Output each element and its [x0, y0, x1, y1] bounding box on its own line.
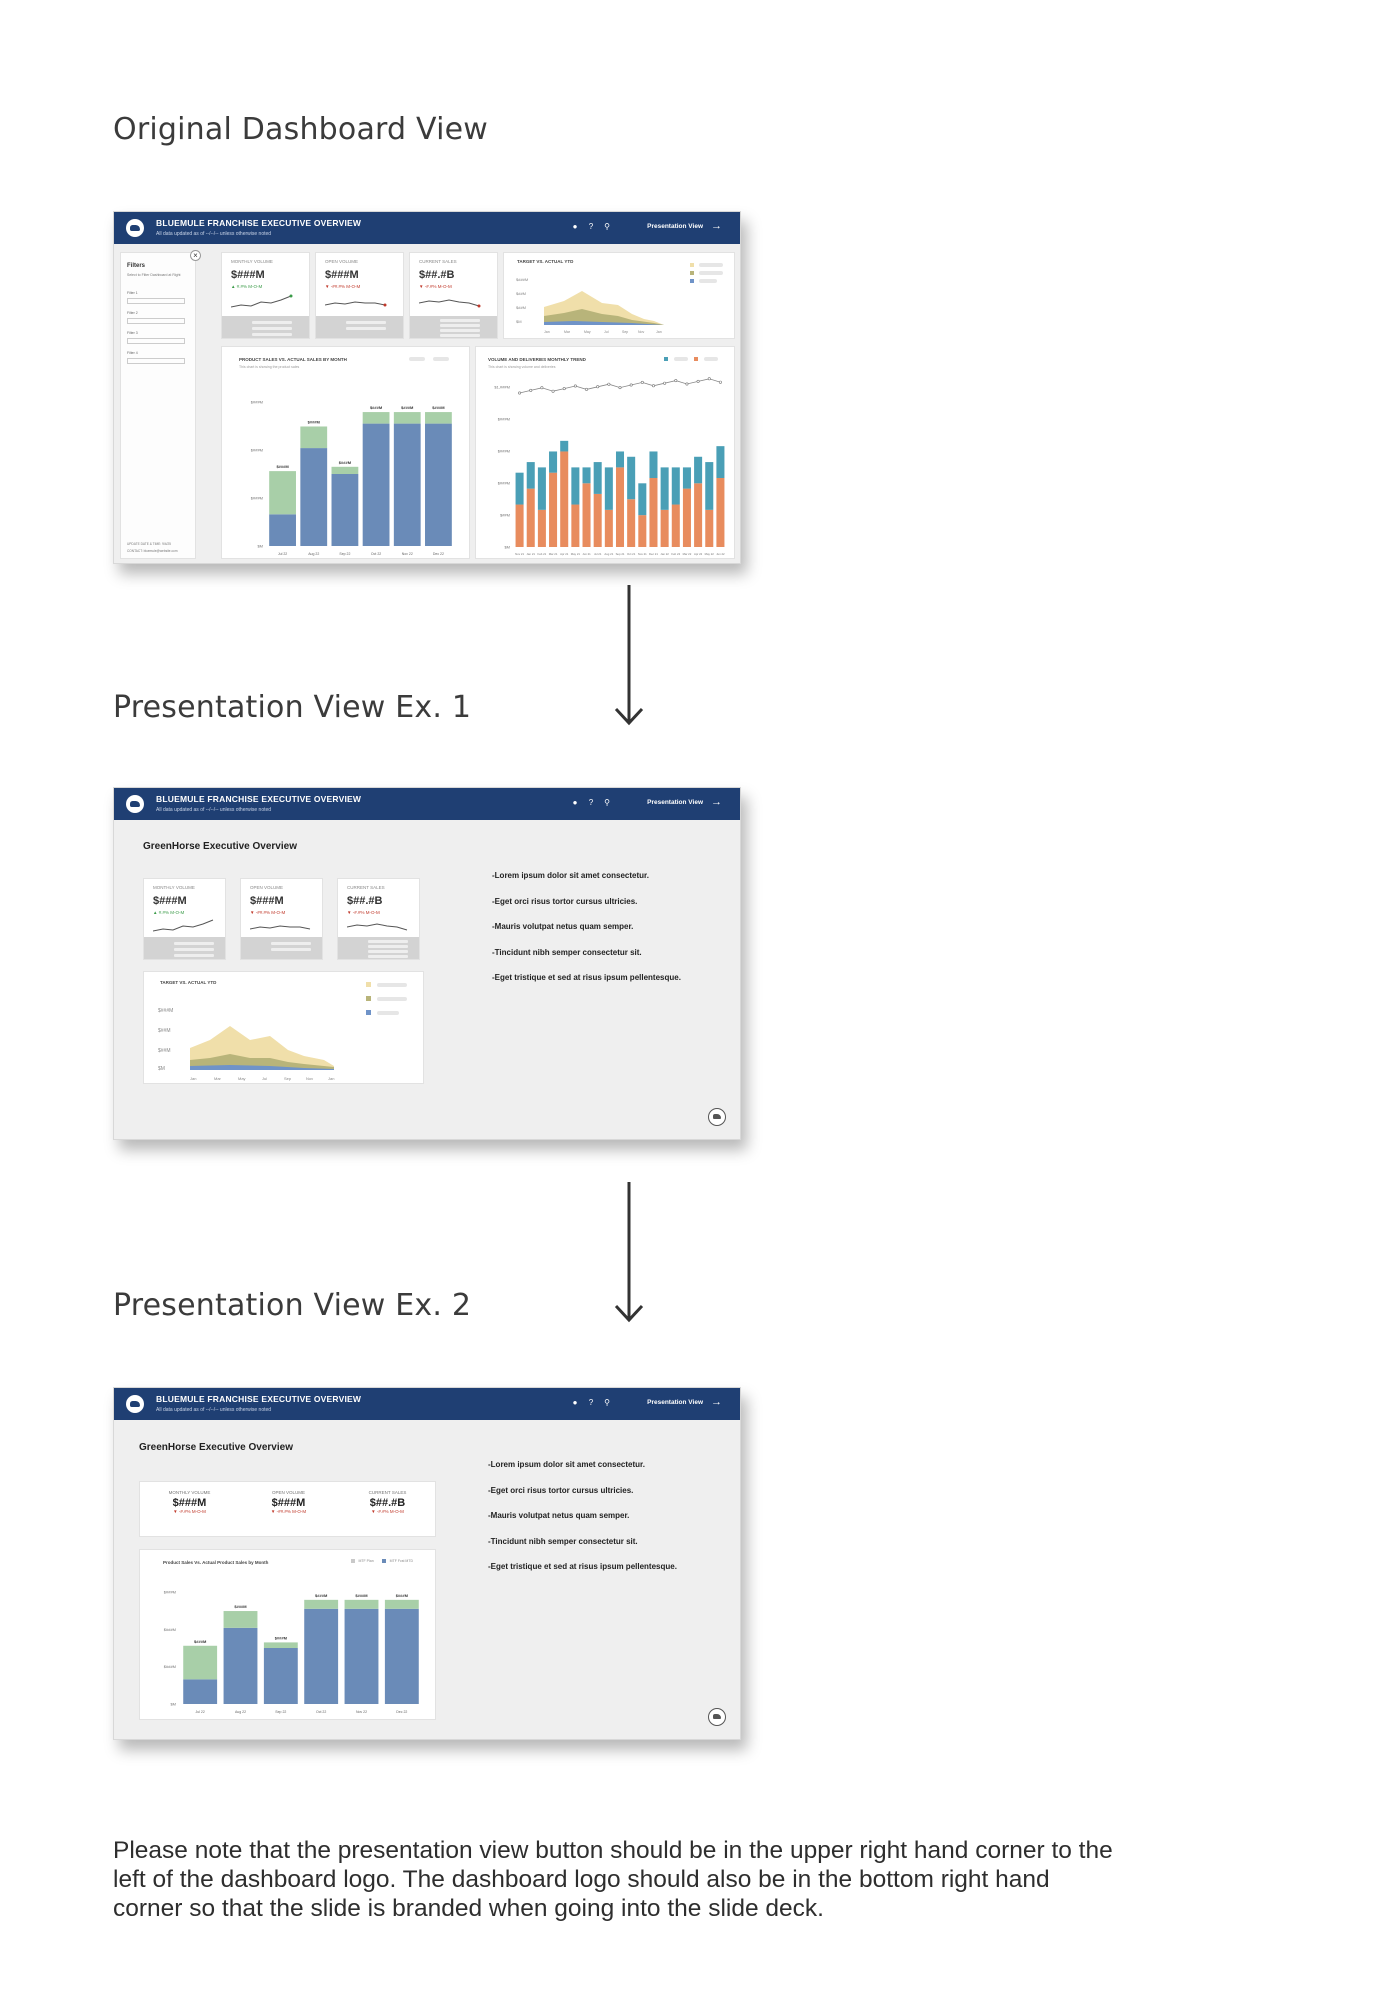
y-tick-label: $M [257, 543, 263, 549]
y-tick-label: $###M [250, 495, 263, 501]
y-tick-label: $M [504, 544, 510, 550]
tick-label: $M [158, 1066, 165, 1072]
y-tick-label: $###M [163, 1664, 176, 1670]
tick-label: $##M [516, 291, 527, 296]
bullet-item: -Mauris volutpat netus quam semper. [488, 1511, 630, 1521]
y-tick-label: $###M [497, 448, 510, 454]
bar-actual [363, 424, 390, 546]
bar-actual [300, 448, 327, 546]
mule-logo-icon [126, 219, 144, 237]
search-icon[interactable]: ⚲ [604, 222, 610, 231]
kpi-delta: ▲ #.#% M-O-M [153, 910, 185, 915]
presentation-ex1-screenshot [113, 787, 741, 1140]
dashboard-title: BLUEMULE FRANCHISE EXECUTIVE OVERVIEW [156, 794, 362, 804]
kpi-value: $###M [231, 269, 265, 281]
kpi-value: $##.#B [369, 1497, 406, 1509]
bar-actual [425, 424, 452, 546]
trend-point [663, 382, 665, 384]
bar-series-b [638, 483, 646, 515]
kpi-card-current-sales [409, 252, 498, 339]
kpi-label: MONTHLY VOLUME [168, 1490, 211, 1495]
arrow-right-icon: → [711, 1396, 722, 1408]
bar-target [345, 1600, 379, 1609]
x-tick-label: Sep 22 [339, 552, 351, 556]
chart-title: VOLUME AND DELIVERIES MONTHLY TREND [488, 357, 586, 362]
x-tick-label: Jan 22 [660, 552, 669, 556]
bar-series-b [594, 462, 602, 494]
kpi-footer [338, 937, 419, 959]
sparkline [325, 293, 387, 311]
trend-point [708, 378, 710, 380]
kpi-label: CURRENT SALES [368, 1490, 407, 1495]
bullet-item: -Lorem ipsum dolor sit amet consectetur. [488, 1460, 645, 1469]
tick-label: Nov [306, 1076, 314, 1081]
trend-line [520, 379, 721, 393]
x-tick-label: May 22 [704, 552, 714, 556]
tick-label: Jan [656, 330, 662, 334]
dashboard-title: BLUEMULE FRANCHISE EXECUTIVE OVERVIEW [156, 1394, 362, 1404]
x-tick-label: Nov 22 [355, 1710, 368, 1714]
bar-data-label: $###M [401, 405, 414, 411]
help-icon[interactable]: ? [588, 1398, 594, 1407]
presentation-view-label: Presentation View [647, 223, 703, 230]
kpi-value: $###M [250, 895, 284, 907]
bullet-item: -Tincidunt nibh semper consectetur sit. [492, 947, 642, 957]
bullet-list [488, 1452, 677, 1580]
kpi-delta: ▼ -#.#% M-O-M [419, 284, 452, 289]
search-icon[interactable]: ⚲ [604, 798, 610, 807]
tick-label: $##M [516, 305, 527, 310]
bar-target [332, 467, 359, 474]
kpi-value: $##.#B [419, 269, 455, 281]
x-tick-label: Nov 21 [515, 552, 525, 556]
bar-target [300, 426, 327, 448]
kpi-footer [241, 937, 322, 959]
y-tick-label: $###M [163, 1626, 176, 1632]
bar-series-b [716, 446, 724, 478]
bar-series-b [605, 467, 613, 509]
sparkline [231, 293, 293, 311]
mule-logo-icon [126, 795, 144, 813]
y-tick-label: $M [170, 1701, 176, 1707]
kpi-card-open-volume [240, 878, 323, 960]
kpi-value: $###M [325, 269, 359, 281]
tick-label: $M [516, 319, 522, 324]
x-tick-label: Oct 22 [316, 1710, 327, 1714]
tick-label: Sep [284, 1076, 292, 1081]
x-tick-label: Apr 21 [560, 552, 569, 556]
bar-data-label: $###M [276, 464, 289, 470]
bar-series-b [627, 457, 635, 499]
y-tick-label: $1,###M [494, 384, 510, 390]
bar-series-a [694, 483, 702, 547]
trend-point [652, 385, 654, 387]
bar-series-b [571, 467, 579, 504]
x-tick-label: Nov 22 [401, 552, 413, 556]
bar-series-a [571, 505, 579, 547]
bar-chart [222, 347, 471, 560]
info-icon[interactable]: ● [572, 798, 578, 807]
sparkline [347, 917, 409, 935]
presentation-ex2-screenshot [113, 1387, 741, 1740]
dashboard-subtitle: All data updated as of --/--/-- unless otherwise noted [156, 231, 272, 237]
tick-label: $###M [516, 277, 529, 282]
down-arrow-icon [613, 1182, 645, 1324]
bar-data-label: $###M [307, 419, 320, 425]
trend-point [552, 390, 554, 392]
bar-target [304, 1600, 338, 1609]
filter-dropdown[interactable] [127, 298, 185, 304]
chart-subtitle: This chart is showing the product sales [239, 365, 300, 369]
kpi-label: CURRENT SALES [347, 885, 385, 890]
chart-title: Product Sales Vs. Actual Product Sales by Month [163, 1560, 269, 1565]
kpi-value: $###M [271, 1497, 306, 1509]
bar-series-a [516, 505, 524, 547]
slide-title: GreenHorse Executive Overview [143, 841, 297, 852]
kpi-delta: ▲ #.#% M-O-M [231, 284, 263, 289]
filter-label: Filter 2 [127, 311, 138, 315]
chart-subtitle: This chart is showing volume and deliveries [488, 365, 556, 369]
kpi-strip [139, 1481, 436, 1537]
y-tick-label: $###M [163, 1589, 176, 1595]
trend-point [719, 381, 721, 383]
info-icon[interactable]: ● [572, 1398, 578, 1407]
filter-label: Filter 4 [127, 351, 138, 355]
bar-series-b [616, 451, 624, 467]
bar-series-a [583, 483, 591, 547]
mule-logo-icon [708, 1108, 726, 1126]
dashboard-header [114, 212, 740, 244]
trend-point [563, 387, 565, 389]
tick-label: $##M [158, 1048, 171, 1054]
x-tick-label: Sep 21 [615, 552, 625, 556]
section-title-ex2: Presentation View Ex. 2 [113, 1288, 472, 1323]
bar-data-label: $###M [369, 405, 383, 411]
tick-label: Jan [190, 1076, 197, 1081]
x-tick-label: Mar 22 [682, 552, 692, 556]
presentation-view-button[interactable] [647, 1398, 722, 1407]
down-arrow-icon [613, 585, 645, 727]
kpi-value: $##.#B [347, 895, 383, 907]
bar-chart [140, 1550, 437, 1721]
x-tick-label: Aug 22 [308, 552, 320, 556]
note-text: Please note that the presentation view button should be in the upper right hand corner to the left of the dashboard logo. The dashboard logo should also be in the bottom right hand corner so that the slide is branded when going into the slide deck. [113, 1837, 1113, 1922]
product-sales-card [139, 1549, 436, 1720]
kpi-value: $###M [172, 1497, 207, 1509]
kpi-open-volume [239, 1490, 338, 1514]
filter-dropdown[interactable] [127, 358, 185, 364]
dashboard-subtitle: All data updated as of --/--/-- unless otherwise noted [156, 807, 272, 813]
product-sales-card [221, 346, 470, 559]
trend-point [675, 379, 677, 381]
bar-target [269, 471, 296, 514]
tick-label: $##M [158, 1028, 171, 1034]
trend-point [697, 380, 699, 382]
bar-actual [183, 1679, 217, 1704]
legend-label: MTF Plan [358, 1559, 374, 1563]
bar-actual [224, 1628, 258, 1704]
kpi-delta: ▼ -#.#% M-O-M [173, 1509, 206, 1514]
filter-dropdown[interactable] [127, 318, 185, 324]
trend-point [574, 385, 576, 387]
bar-series-a [527, 489, 535, 547]
section-title-ex1: Presentation View Ex. 1 [113, 690, 472, 725]
x-tick-label: Dec 22 [396, 1710, 408, 1714]
bullet-item: -Eget tristique et sed at risus ipsum pellentesque. [492, 973, 681, 983]
bar-series-a [716, 478, 724, 547]
trend-point [530, 389, 532, 391]
trend-point [585, 388, 587, 390]
bar-series-a [627, 499, 635, 547]
bar-series-a [683, 489, 691, 547]
arrow-right-icon: → [711, 220, 722, 232]
x-tick-label: Jul 22 [195, 1710, 205, 1714]
bar-data-label: $###M [432, 405, 445, 411]
bar-series-b [705, 462, 713, 510]
bar-series-a [549, 473, 557, 547]
bar-series-b [538, 467, 546, 509]
bullet-item: -Eget orci risus tortor cursus ultricies. [492, 896, 638, 906]
bullet-item: -Lorem ipsum dolor sit amet consectetur. [492, 871, 649, 880]
sparkline [419, 293, 481, 311]
kpi-footer [144, 937, 225, 959]
x-tick-label: Jun 21 [582, 552, 591, 556]
mule-logo-icon [708, 1708, 726, 1726]
bullet-item: -Tincidunt nibh semper consectetur sit. [488, 1536, 638, 1546]
y-tick-label: $###M [250, 399, 263, 405]
tick-label: Mar [214, 1076, 221, 1081]
bullet-list [492, 863, 681, 991]
trend-point [596, 386, 598, 388]
section-title-original: Original Dashboard View [113, 112, 489, 147]
kpi-label: OPEN VOLUME [250, 885, 284, 890]
x-tick-label: Feb 21 [537, 552, 547, 556]
bar-actual [269, 514, 296, 546]
presentation-view-label: Presentation View [647, 799, 703, 806]
chart-title: TARGET VS. ACTUAL YTD [160, 980, 217, 985]
filters-panel [120, 252, 196, 559]
bar-series-a [616, 467, 624, 547]
kpi-card-monthly-volume [143, 878, 226, 960]
kpi-monthly-volume [140, 1490, 239, 1514]
x-tick-label: Sep 22 [275, 1710, 287, 1714]
bar-data-label: $###M [338, 459, 352, 465]
trend-point [630, 384, 632, 386]
help-icon[interactable]: ? [588, 222, 594, 231]
kpi-card-current-sales [337, 878, 420, 960]
x-tick-label: Jul 22 [277, 552, 288, 556]
dashboard-header [114, 788, 740, 820]
x-tick-label: Jan 21 [526, 552, 535, 556]
bar-series-a [560, 451, 568, 547]
tick-label: Sep [622, 330, 629, 334]
x-tick-label: Jun 22 [716, 552, 725, 556]
x-tick-label: Oct 22 [370, 552, 382, 556]
kpi-card-open-volume [315, 252, 404, 339]
tick-label: May [238, 1076, 246, 1081]
kpi-label: MONTHLY VOLUME [231, 259, 273, 264]
sparkline [153, 917, 215, 935]
y-tick-label: $###M [497, 480, 510, 486]
tick-label: Jan [544, 330, 550, 334]
kpi-value: $###M [153, 895, 187, 907]
x-tick-label: Nov 21 [637, 552, 647, 556]
search-icon[interactable]: ⚲ [604, 1398, 610, 1407]
bar-actual [345, 1609, 379, 1704]
kpi-delta: ▼ -#.#% M-O-M [371, 1509, 404, 1514]
presentation-view-button[interactable] [647, 798, 722, 807]
filter-dropdown[interactable] [127, 338, 185, 344]
kpi-footer [410, 316, 497, 338]
x-tick-label: Apr 22 [693, 552, 703, 556]
bar-series-a [661, 510, 669, 547]
presentation-view-label: Presentation View [647, 1399, 703, 1406]
bar-series-a [638, 515, 646, 547]
kpi-footer [222, 316, 309, 338]
kpi-delta: ▼ -##.#% M-O-M [325, 284, 361, 289]
kpi-card-monthly-volume [221, 252, 310, 339]
kpi-label: CURRENT SALES [419, 259, 457, 264]
kpi-delta: ▼ -#.#% M-O-M [347, 910, 380, 915]
kpi-label: OPEN VOLUME [271, 1490, 305, 1495]
bar-series-a [705, 510, 713, 547]
sparkline [250, 917, 312, 935]
trend-point [518, 392, 520, 394]
volume-deliveries-card [475, 346, 735, 559]
bar-series-a [538, 510, 546, 547]
bar-data-label: $###M [194, 1638, 207, 1644]
bar-series-a [672, 505, 680, 547]
bar-data-label: $###M [315, 1592, 328, 1598]
trend-point [608, 383, 610, 385]
bullet-item: -Mauris volutpat netus quam semper. [492, 922, 634, 932]
bar-target [183, 1646, 217, 1680]
dashboard-header [114, 1388, 740, 1420]
area-chart [154, 988, 354, 1084]
tick-label: Jan [328, 1076, 335, 1081]
bar-actual [394, 424, 421, 546]
bar-target [224, 1611, 258, 1628]
bar-series-b [560, 441, 568, 452]
update-date: UPDATE DATE & TIME: 9/4/25 [127, 542, 171, 546]
bar-data-label: $###M [234, 1604, 247, 1610]
bar-series-b [672, 467, 680, 504]
filters-subtitle: Select to Filter Dashboard at Right [127, 273, 181, 277]
x-tick-label: Dec 21 [649, 552, 658, 556]
original-dashboard-screenshot [113, 211, 741, 564]
bar-actual [385, 1609, 419, 1704]
bar-series-b [683, 467, 691, 488]
chart-legend [690, 263, 724, 283]
bar-series-b [527, 462, 535, 489]
help-icon[interactable]: ? [588, 798, 594, 807]
bar-series-a [649, 478, 657, 547]
bar-series-b [649, 451, 657, 478]
bar-series-b [516, 473, 524, 505]
bar-series-a [605, 510, 613, 547]
dashboard-title: BLUEMULE FRANCHISE EXECUTIVE OVERVIEW [156, 218, 362, 228]
bar-target [385, 1600, 419, 1609]
bar-series-b [549, 451, 557, 472]
x-tick-label: Dec 22 [432, 552, 444, 556]
y-tick-label: $##M [499, 512, 510, 518]
tick-label: Jul [604, 330, 609, 334]
dashboard-subtitle: All data updated as of --/--/-- unless otherwise noted [156, 1407, 272, 1413]
x-tick-label: May 21 [570, 552, 580, 556]
kpi-delta: ▼ -##.#% M-O-M [270, 1509, 307, 1514]
close-icon[interactable]: × [190, 250, 201, 261]
kpi-footer [316, 316, 403, 338]
tick-label: May [584, 330, 591, 334]
chart-title: TARGET VS. ACTUAL YTD [517, 259, 574, 264]
tick-label: Nov [638, 330, 645, 334]
stacked-bar-line-chart [476, 347, 736, 560]
slide-title: GreenHorse Executive Overview [139, 1442, 293, 1453]
bar-target [363, 412, 390, 424]
y-tick-label: $###M [250, 447, 263, 453]
bar-series-b [661, 467, 669, 509]
bar-data-label: $###M [355, 1592, 368, 1598]
bar-data-label: $###M [395, 1592, 408, 1598]
kpi-current-sales [338, 1490, 437, 1514]
trend-point [619, 386, 621, 388]
x-tick-label: Feb 22 [671, 552, 681, 556]
bar-target [394, 412, 421, 424]
chart-legend [366, 982, 414, 1015]
kpi-label: OPEN VOLUME [325, 259, 359, 264]
bar-target [264, 1642, 298, 1648]
filter-label: Filter 1 [127, 291, 138, 295]
x-tick-label: Aug 21 [604, 552, 614, 556]
tick-label: Jul [262, 1076, 268, 1081]
arrow-right-icon: → [711, 796, 722, 808]
y-tick-label: $###M [497, 416, 510, 422]
bar-actual [264, 1648, 298, 1704]
trend-point [541, 387, 543, 389]
bullet-item: -Eget tristique et sed at risus ipsum pellentesque. [488, 1562, 677, 1572]
trend-point [686, 383, 688, 385]
bar-actual [304, 1609, 338, 1704]
bar-series-a [594, 494, 602, 547]
x-tick-label: Jul 21 [593, 552, 602, 556]
legend-label: MTF Fcst MTD [389, 1559, 413, 1563]
info-icon[interactable]: ● [572, 222, 578, 231]
kpi-label: MONTHLY VOLUME [153, 885, 195, 890]
bar-data-label: $###M [274, 1635, 287, 1641]
bar-series-b [583, 467, 591, 483]
chart-title: PRODUCT SALES VS. ACTUAL SALES BY MONTH [239, 357, 347, 362]
trend-point [641, 381, 643, 383]
tick-label: $###M [158, 1008, 174, 1014]
filter-label: Filter 3 [127, 331, 138, 335]
filters-title: Filters [127, 263, 146, 269]
presentation-view-button[interactable] [647, 222, 722, 231]
x-tick-label: Mar 21 [548, 552, 558, 556]
target-vs-actual-card [503, 252, 735, 339]
x-tick-label: Oct 21 [627, 552, 636, 556]
kpi-delta: ▼ -##.#% M-O-M [250, 910, 286, 915]
bar-series-b [694, 457, 702, 484]
contact: CONTACT: bluemule@website.com [127, 549, 178, 553]
bullet-item: -Eget orci risus tortor cursus ultricies. [488, 1485, 634, 1495]
x-tick-label: Aug 22 [234, 1710, 247, 1714]
bar-target [425, 412, 452, 424]
mule-logo-icon [126, 1395, 144, 1413]
target-vs-actual-card [143, 971, 424, 1084]
bar-actual [332, 474, 359, 546]
tick-label: Mar [564, 330, 571, 334]
